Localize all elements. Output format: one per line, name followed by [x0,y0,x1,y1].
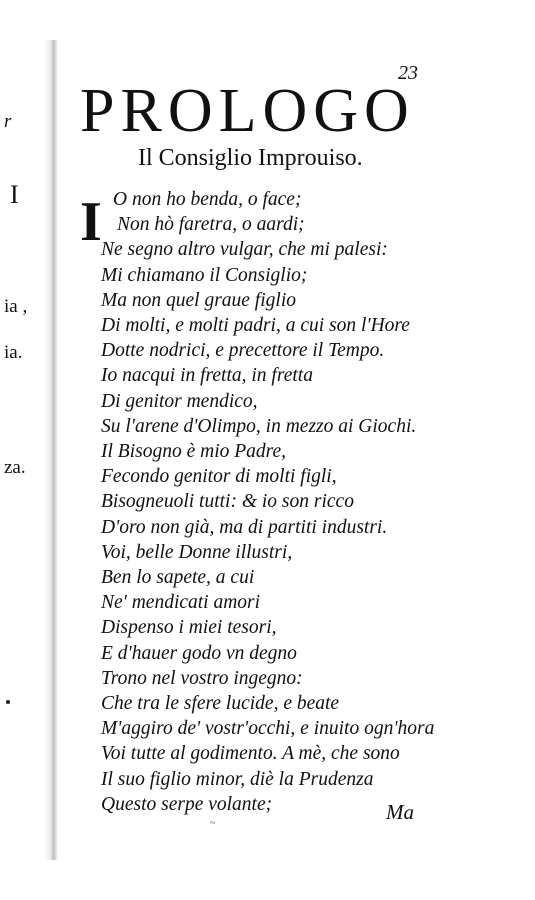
poem-line: E d'hauer godo vn degno [101,642,297,664]
margin-fragment-3: ia , [4,296,28,317]
poem-line: Voi, belle Donne illustri, [101,541,293,563]
margin-fragment-4: ia. [4,342,23,363]
page-number: 23 [398,62,418,84]
catchword: Ma [386,800,414,824]
poem-line: Il Bisogno è mio Padre, [101,441,287,463]
drop-cap: I [80,191,102,253]
poem-line: Fecondo genitor di molti figli, [101,466,337,488]
poem-line: Questo serpe volante; [101,793,273,815]
poem-line: Mi chiamano il Consiglio; [101,264,308,286]
poem-line: Di molti, e molti padri, a cui son l'Hore [101,315,410,337]
margin-fragment-1: r [4,111,12,132]
poem-line: Il suo figlio minor, diè la Prudenza [101,768,374,790]
binding-shadow [44,40,58,860]
poem-line: Non hò faretra, o aardi; [117,214,305,236]
poem-line: Io nacqui in fretta, in fretta [101,365,313,387]
page-subtitle: Il Consiglio Improuiso. [138,145,363,171]
poem-text [101,187,434,817]
poem-line: Ne' mendicati amori [101,592,261,614]
poem-line: Che tra le sfere lucide, e beate [101,693,340,715]
margin-fragment-2: I [10,180,19,209]
margin-speck [6,700,10,704]
margin-fragment-5: za. [4,457,26,478]
left-margin-gutter [0,0,60,900]
poem-line: O non ho benda, o face; [113,189,302,210]
poem-line: D'oro non già, ma di partiti industri. [101,516,388,538]
poem-line: Dispenso i miei tesori, [101,617,277,639]
poem-line: Dotte nodrici, e precettore il Tempo. [101,340,385,362]
poem-line: Trono nel vostro ingegno: [101,667,303,689]
ink-speck: ~ [210,818,216,829]
poem-line: Ne segno altro vulgar, che mi palesi: [101,239,388,261]
poem-line: Su l'arene d'Olimpo, in mezzo ai Giochi. [101,415,417,437]
poem-line: Bisogneuoli tutti: & io son ricco [101,491,354,513]
poem-line: Ben lo sapete, a cui [101,567,255,589]
poem-line: M'aggiro de' vostr'occhi, e inuito ogn'hora [101,718,435,740]
poem-line: Ma non quel graue figlio [101,289,296,311]
poem-line: Voi tutte al godimento. A mè, che sono [101,743,400,765]
poem-line: Di genitor mendico, [101,390,258,412]
page-title: PROLOGO [80,77,415,145]
